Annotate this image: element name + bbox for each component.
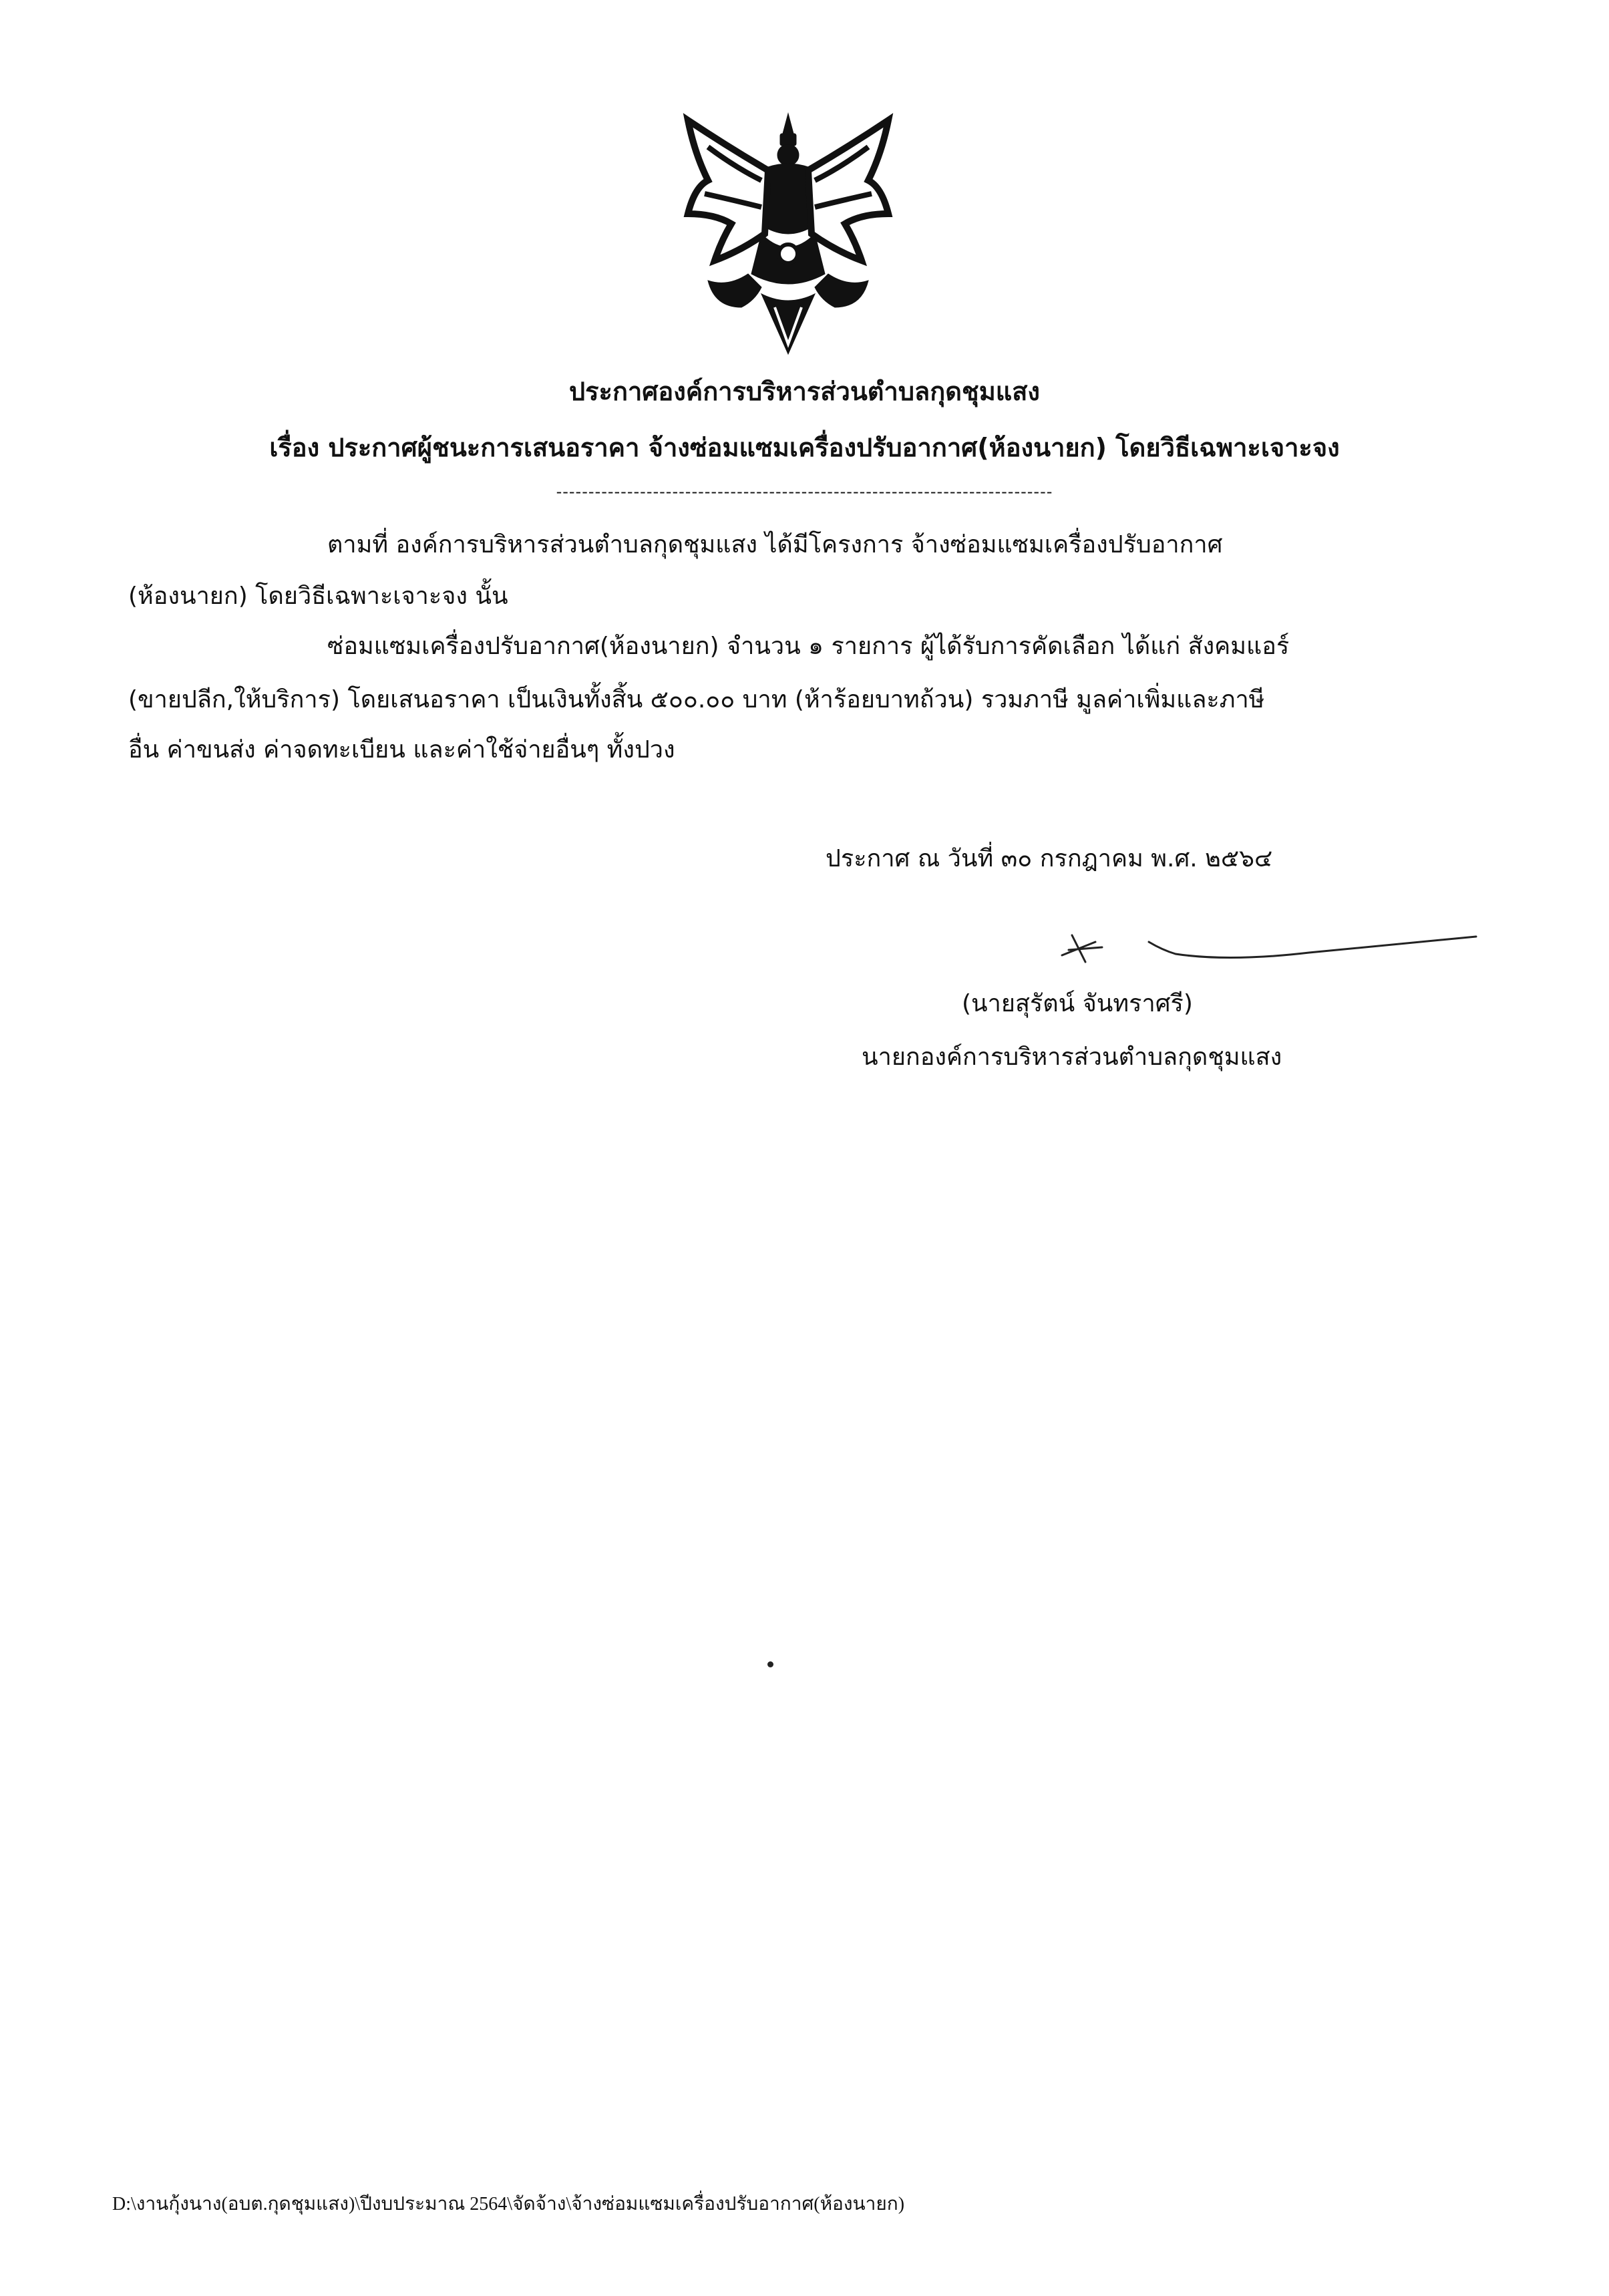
- body-paragraph-2-line-2: (ขายปลีก,ให้บริการ) โดยเสนอราคา เป็นเงินทั้งสิ้น ๕๐๐.๐๐ บาท (ห้าร้อยบาทถ้วน) รวมภาษี มูลค่าเพิ่มและภาษี: [128, 686, 1265, 713]
- signer-position: นายกองค์การบริหารส่วนตำบลกุดชุมแสง: [862, 1043, 1282, 1071]
- separator-line: -----------------------------------------------------------------------------: [556, 482, 1053, 501]
- body-paragraph-1-line-2: (ห้องนายก) โดยวิธีเฉพาะเจาะจง นั้น: [128, 583, 508, 610]
- body-paragraph-1-line-1: ตามที่ องค์การบริหารส่วนตำบลกุดชุมแสง ได้มีโครงการ จ้างซ่อมแซมเครื่องปรับอากาศ: [327, 531, 1223, 558]
- signer-name: (นายสุรัตน์ จันทราศรี): [962, 990, 1193, 1017]
- body-paragraph-2-line-1: ซ่อมแซมเครื่องปรับอากาศ(ห้องนายก) จำนวน ๑ รายการ ผู้ได้รับการคัดเลือก ได้แก่ สังคมแอร์: [327, 633, 1290, 660]
- scan-speck: [767, 1661, 773, 1667]
- document-subject: เรื่อง ประกาศผู้ชนะการเสนอราคา จ้างซ่อมแซมเครื่องปรับอากาศ(ห้องนายก) โดยวิธีเฉพาะเจาะจง: [269, 433, 1340, 462]
- body-paragraph-2-line-3: อื่น ค่าขนส่ง ค่าจดทะเบียน และค่าใช้จ่ายอื่นๆ ทั้งปวง: [128, 736, 675, 764]
- handwritten-signature: [1055, 922, 1483, 969]
- announcement-date: ประกาศ ณ วันที่ ๓๐ กรกฎาคม พ.ศ. ๒๕๖๔: [826, 845, 1273, 872]
- document-title: ประกาศองค์การบริหารส่วนตำบลกุดชุมแสง: [569, 377, 1040, 406]
- file-path-footer: D:\งานกุ้งนาง(อบต.กุดชุมแสง)\ปีงบประมาณ 2564\จัดจ้าง\จ้างซ่อมแซมเครื่องปรับอากาศ(ห้องนายก): [112, 2194, 905, 2215]
- garuda-emblem: [668, 107, 908, 361]
